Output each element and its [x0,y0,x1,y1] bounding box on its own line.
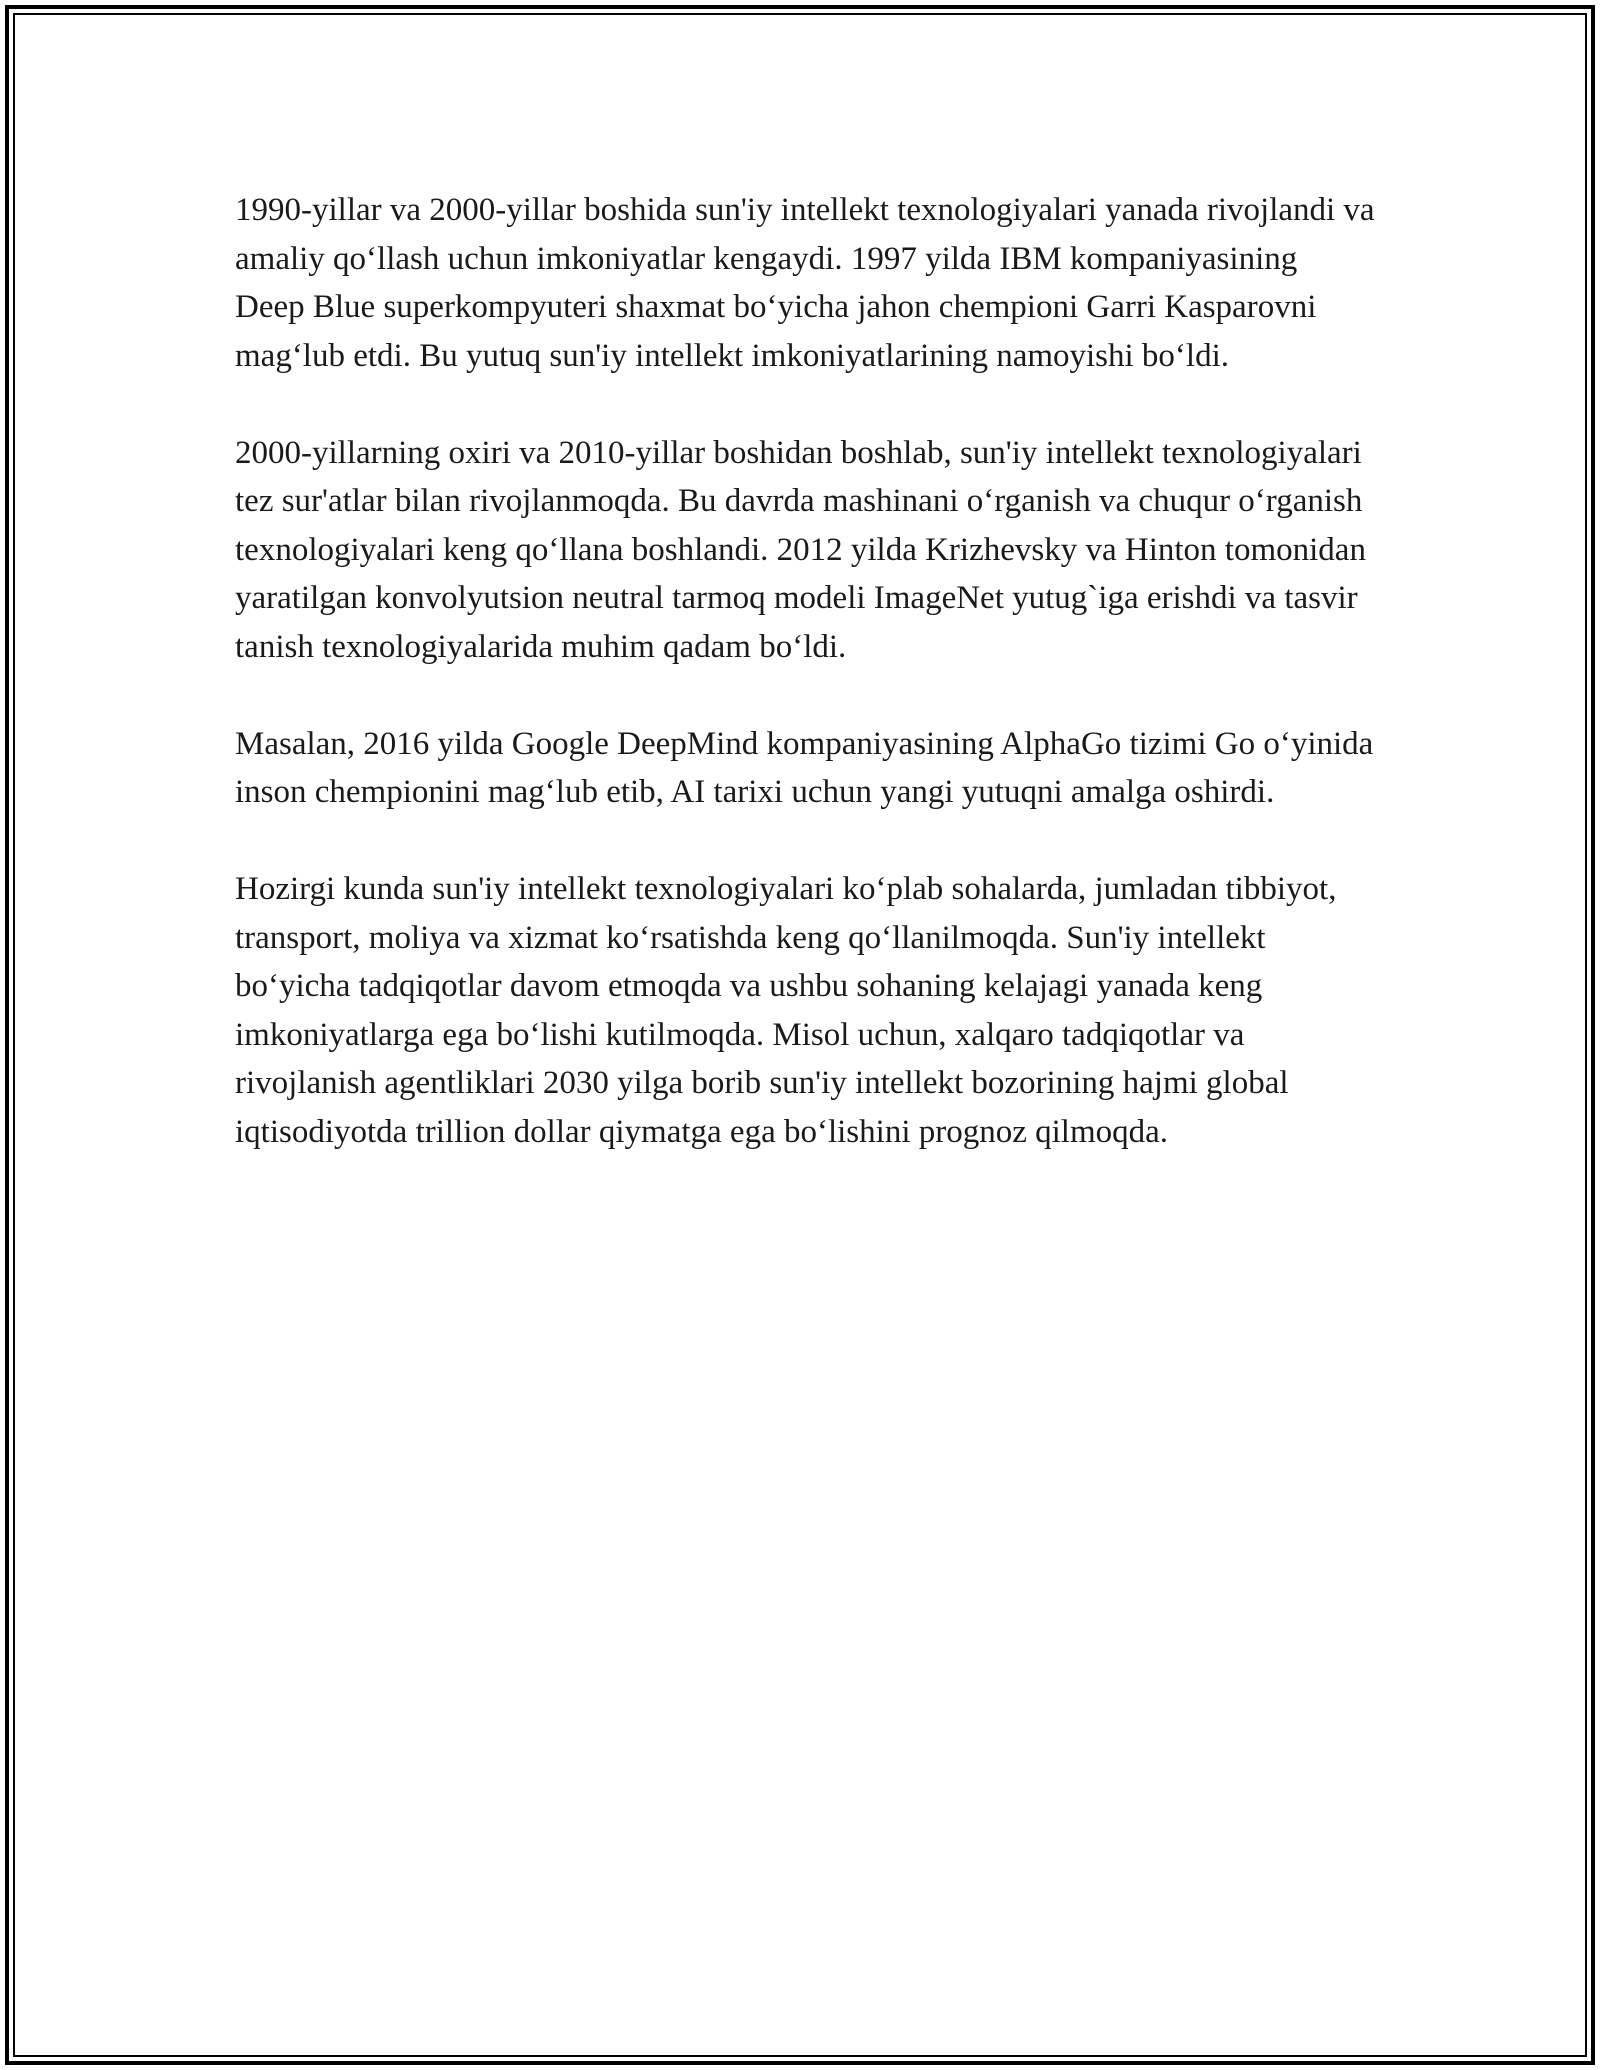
paragraph-3: Masalan, 2016 yilda Google DeepMind kompaniyasining AlphaGo tizimi Go o‘yinida inson chempionini mag‘lub etib, AI tarixi uchun yangi yutuqni amalga oshirdi. [235,725,1374,810]
document-body [235,186,1375,1205]
paragraph-1: 1990-yillar va 2000-yillar boshida sun'iy intellekt texnologiyalari yanada rivojlandi va amaliy qo‘llash uchun imkoniyatlar kengaydi. 1997 yilda IBM kompaniyasining Deep Blue superkompyuteri shaxmat bo‘yicha jahon chempioni Garri Kasparovni mag‘lub etdi. Bu yutuq sun'iy intellekt imkoniyatlarining namoyishi bo‘ldi. [235,192,1375,374]
paragraph-4: Hozirgi kunda sun'iy intellekt texnologiyalari ko‘plab sohalarda, jumladan tibbiyot, transport, moliya va xizmat ko‘rsatishda keng qo‘llanilmoqda. Sun'iy intellekt bo‘yicha tadqiqotlar davom etmoqda va ushbu sohaning kelajagi yanada keng imkoniyatlarga ega bo‘lishi kutilmoqda. Misol uchun, xalqaro tadqiqotlar va rivojlanish agentliklari 2030 yilga borib sun'iy intellekt bozorining hajmi global iqtisodiyotda trillion dollar qiymatga ega bo‘lishini prognoz qilmoqda. [235,871,1337,1150]
paragraph-2: 2000-yillarning oxiri va 2010-yillar boshidan boshlab, sun'iy intellekt texnologiyalari tez sur'atlar bilan rivojlanmoqda. Bu davrda mashinani o‘rganish va chuqur o‘rganish texnologiyalari keng qo‘llana boshlandi. 2012 yilda Krizhevsky va Hinton tomonidan yaratilgan konvolyutsion neutral tarmoq modeli ImageNet yutug`iga erishdi va tasvir tanish texnologiyalarida muhim qadam bo‘ldi. [235,434,1366,665]
